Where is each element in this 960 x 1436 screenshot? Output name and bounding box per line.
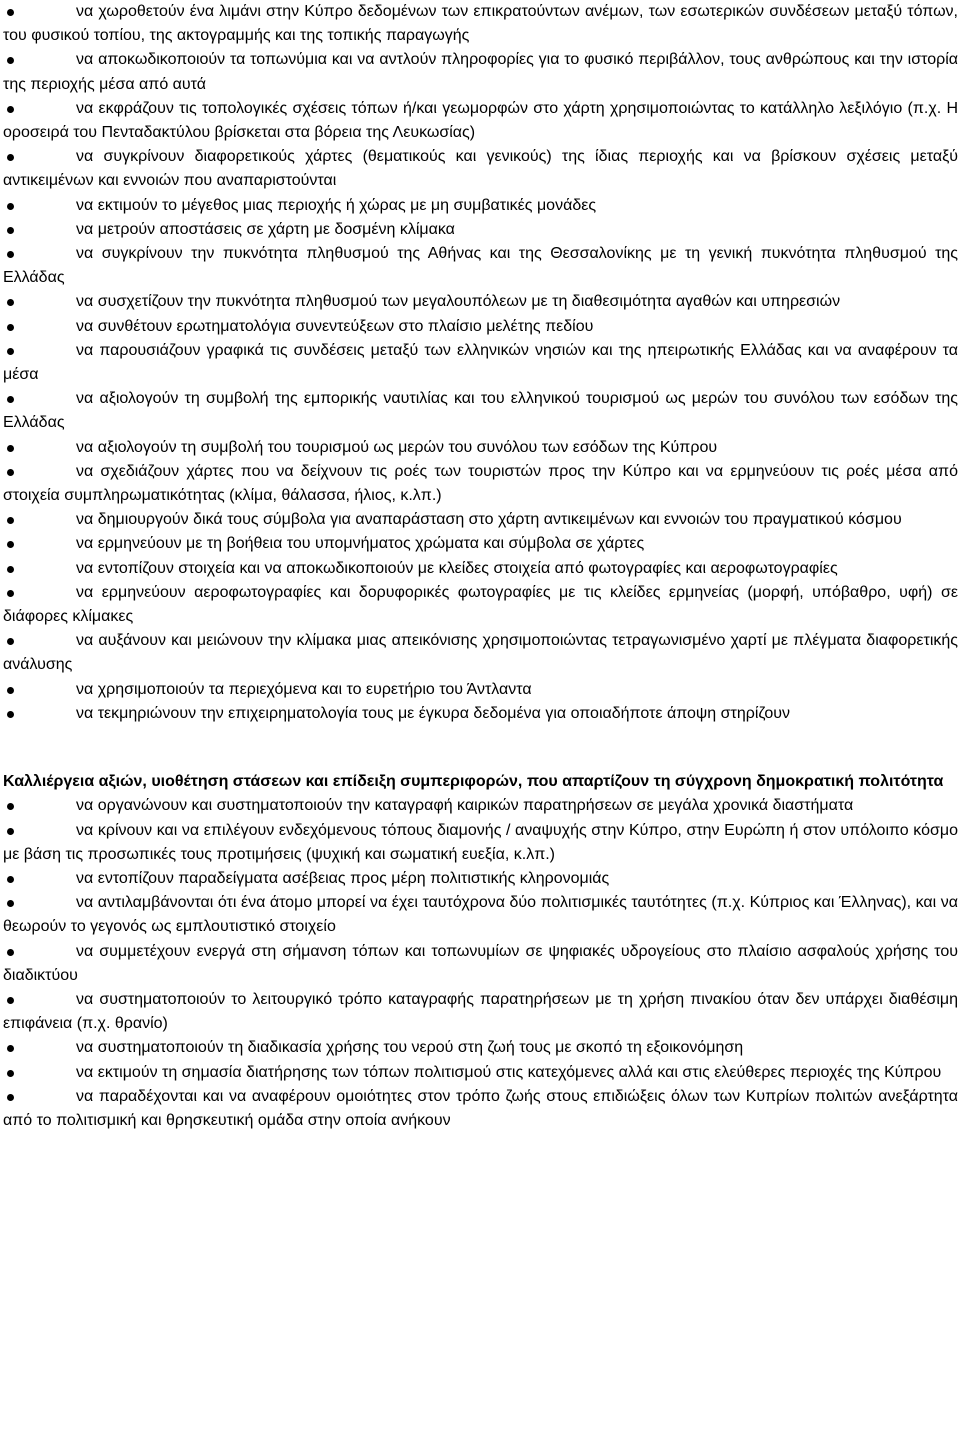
list-item-text: να εκτιμούν τη σημασία διατήρησης των τόπων πολιτισμού στις κατεχόμενες αλλά και στις ελεύθερες περιοχές της Κύπρου: [76, 1063, 942, 1081]
list-item: [3, 794, 958, 818]
list-item-text: να σχεδιάζουν χάρτες που να δείχνουν τις ροές των τουριστών προς την Κύπρο και να ερμηνεύουν τις ροές μέσα από στοιχεία συμπληρωματικότητας (κλίμα, θάλασσα, ήλιος, κ.λπ.): [3, 462, 958, 505]
list-item: [3, 218, 958, 242]
list-item-text: να αξιολογούν τη συμβολή του τουρισμού ως μερών του συνόλου των εσόδων της Κύπρου: [76, 438, 718, 456]
bullet-icon: [7, 997, 14, 1004]
bullet-icon: [7, 57, 14, 64]
bullet-icon: [7, 711, 14, 718]
list-item-text: να συμμετέχουν ενεργά στη σήμανση τόπων και τοπωνυμίων σε ψηφιακές υδρογείους στο πλαίσιο ασφαλούς χρήσης του διαδικτύου: [3, 942, 958, 984]
bullet-icon: [7, 348, 14, 355]
list-item-text: να τεκμηριώνουν την επιχειρηματολογία τους με έγκυρα δεδομένα για οποιαδήποτε άποψη στηρίζουν: [76, 704, 791, 722]
list-item: [3, 891, 958, 939]
bullet-icon: [7, 900, 14, 907]
bullet-icon: [7, 949, 14, 956]
list-item: [3, 339, 958, 387]
list-item: [3, 145, 958, 193]
list-item: [3, 436, 958, 460]
bullet-icon: [7, 469, 14, 476]
list-item: [3, 1085, 958, 1133]
bullet-icon: [7, 9, 14, 16]
section-spacer: [3, 726, 958, 770]
list-item: [3, 1061, 958, 1085]
list-item-text: να χρησιμοποιούν τα περιεχόμενα και το ευρετήριο του Άντλαντα: [76, 680, 532, 698]
list-item-text: να συγκρίνουν την πυκνότητα πληθυσμού της Αθήνας και της Θεσσαλονίκης με τη γενική πυκνότητα πληθυσμού της Ελλάδας: [3, 245, 958, 287]
list-item-text: να αξιολογούν τη συμβολή της εμπορικής ναυτιλίας και του ελληνικού τουρισμού ως μερών του συνόλου των εσόδων της Ελλάδας: [3, 390, 958, 432]
list-item: [3, 819, 958, 867]
list-item-text: να ερμηνεύουν με τη βοήθεια του υπομνήματος χρώματα και σύμβολα σε χάρτες: [76, 535, 645, 553]
list-item-text: να αποκωδικοποιούν τα τοπωνύμια και να αντλούν πληροφορίες για το φυσικό περιβάλλον, τους ανθρώπους και την ιστορία της περιοχής μέσα από αυτά: [3, 51, 958, 93]
list-item: [3, 290, 958, 314]
list-item-text: να χωροθετούν ένα λιμάνι στην Κύπρο δεδομένων των επικρατούντων ανέμων, των εσωτερικών συνδέσεων μεταξύ τόπων, του φυσικού τοπίου, της ακτογραμμής και της τοπικής παραγωγής: [3, 3, 958, 45]
bullet-icon: [7, 1070, 14, 1077]
list-item-text: να συστηματοποιούν το λειτουργικό τρόπο καταγραφής παρατηρήσεων με τη χρήση πινακίου όταν δεν υπάρχει διαθέσιμη επιφάνεια (π.χ. θρανίο): [3, 990, 958, 1033]
list-item-text: να συσχετίζουν την πυκνότητα πληθυσμού των μεγαλουπόλεων με τη διαθεσιμότητα αγαθών και υπηρεσιών: [76, 293, 841, 311]
bullet-icon: [7, 828, 14, 835]
list-item-text: να δημιουργούν δικά τους σύμβολα για αναπαράσταση στο χάρτη αντικειμένων και εννοιών του πραγματικού κόσμου: [76, 511, 902, 529]
list-item: [3, 508, 958, 532]
list-item: [3, 678, 958, 702]
bullet-icon: [7, 299, 14, 306]
list-item-text: να κρίνουν και να επιλέγουν ενδεχόμενους τόπους διαμονής / αναψυχής στην Κύπρο, στην Ευρώπη ή στον υπόλοιπο κόσμο με βάση τις προσωπικές τους προτιμήσεις (ψυχική και σωματική ευεξία, κ.λπ.): [3, 821, 958, 863]
list-item-text: να μετρούν αποστάσεις σε χάρτη με δοσμένη κλίμακα: [76, 220, 455, 238]
list-item-text: να εντοπίζουν στοιχεία και να αποκωδικοποιούν με κλείδες στοιχεία από φωτογραφίες και αεροφωτογραφίες: [76, 559, 838, 577]
bullet-icon: [7, 227, 14, 234]
list-item: [3, 387, 958, 435]
list-item: [3, 97, 958, 145]
bullet-icon: [7, 154, 14, 161]
bullet-icon: [7, 445, 14, 452]
bullet-icon: [7, 324, 14, 331]
list-item: [3, 988, 958, 1036]
list-item-text: να αντιλαμβάνονται ότι ένα άτομο μπορεί να έχει ταυτόχρονα δύο πολιτισμικές ταυτότητες (π.χ. Κύπριος και Έλληνας), και να θεωρούν το γεγονός ως εμπλουτιστικό στοιχείο: [3, 894, 958, 936]
bullet-icon: [7, 876, 14, 883]
list-item: [3, 867, 958, 891]
list-item-text: να συγκρίνουν διαφορετικούς χάρτες (θεματικούς και γενικούς) της ίδιας περιοχής και να βρίσκουν σχέσεις μεταξύ αντικειμένων και εννοιών που αναπαριστούνται: [3, 148, 958, 190]
list-item: [3, 194, 958, 218]
list-item: [3, 242, 958, 290]
list-item: [3, 557, 958, 581]
list-item: [3, 0, 958, 48]
list-item: [3, 460, 958, 508]
bullet-icon: [7, 687, 14, 694]
list-item: [3, 315, 958, 339]
list-item-text: να ερμηνεύουν αεροφωτογραφίες και δορυφορικές φωτογραφίες με τις κλείδες ερμηνείας (μορφή, υπόβαθρο, υφή) σε διάφορες κλίμακες: [3, 583, 958, 626]
bullet-icon: [7, 251, 14, 258]
list-item-text: να συστηματοποιούν τη διαδικασία χρήσης του νερού στη ζωή τους με σκοπό τη εξοικονόμηση: [76, 1039, 744, 1057]
bullet-icon: [7, 803, 14, 810]
bullet-icon: [7, 566, 14, 573]
bullet-icon: [7, 517, 14, 524]
bullet-icon: [7, 106, 14, 113]
list-item-text: να οργανώνουν και συστηματοποιούν την καταγραφή καιρικών παρατηρήσεων σε μεγάλα χρονικά διαστήματα: [76, 797, 854, 815]
bullet-icon: [7, 1094, 14, 1101]
bullet-icon: [7, 203, 14, 210]
objectives-list-geography-skills: [3, 0, 958, 726]
list-item: [3, 48, 958, 96]
objectives-list-democratic-citizenship: [3, 794, 958, 1133]
bullet-icon: [7, 541, 14, 548]
list-item-text: να εκφράζουν τις τοπολογικές σχέσεις τόπων ή/και γεωμορφών στο χάρτη χρησιμοποιώντας το κατάλληλο λεξιλόγιο (π.χ. Η οροσειρά του Πενταδακτύλου βρίσκεται στα βόρεια της Λευκωσίας): [3, 99, 958, 142]
bullet-icon: [7, 638, 14, 645]
list-item: [3, 940, 958, 988]
list-item: [3, 581, 958, 629]
list-item: [3, 629, 958, 677]
list-item-text: να εκτιμούν το μέγεθος μιας περιοχής ή χώρας με μη συμβατικές μονάδες: [76, 196, 597, 214]
list-item-text: να εντοπίζουν παραδείγματα ασέβειας προς μέρη πολιτιστικής κληρονομιάς: [76, 869, 610, 887]
list-item: [3, 532, 958, 556]
bullet-icon: [7, 1045, 14, 1052]
list-item-text: να παρουσιάζουν γραφικά τις συνδέσεις μεταξύ των ελληνικών νησιών και της ηπειρωτικής Ελλάδας και να αναφέρουν τα μέσα: [3, 341, 958, 384]
bullet-icon: [7, 590, 14, 597]
bullet-icon: [7, 396, 14, 403]
list-item-text: να συνθέτουν ερωτηματολόγια συνεντεύξεων στο πλαίσιο μελέτης πεδίου: [76, 317, 594, 335]
document-page: [3, 0, 958, 1133]
list-item-text: να παραδέχονται και να αναφέρουν ομοιότητες στον τρόπο ζωής στους επιδιώξεις όλων των Κυπρίων πολιτών ανεξάρτητα από το πολιτισμική και θρησκευτική ομάδα στην οποία ανήκουν: [3, 1087, 958, 1129]
list-item: [3, 702, 958, 726]
list-item-text: να αυξάνουν και μειώνουν την κλίμακα μιας απεικόνισης χρησιμοποιώντας τετραγωνισμένο χαρτί με πλέγματα διαφορετικής ανάλυσης: [3, 632, 958, 674]
section-heading: Καλλιέργεια αξιών, υιοθέτηση στάσεων και επίδειξη συμπεριφορών, που απαρτίζουν τη σύγχρονη δημοκρατική πολιτότητα: [3, 773, 944, 791]
list-item: [3, 1036, 958, 1060]
